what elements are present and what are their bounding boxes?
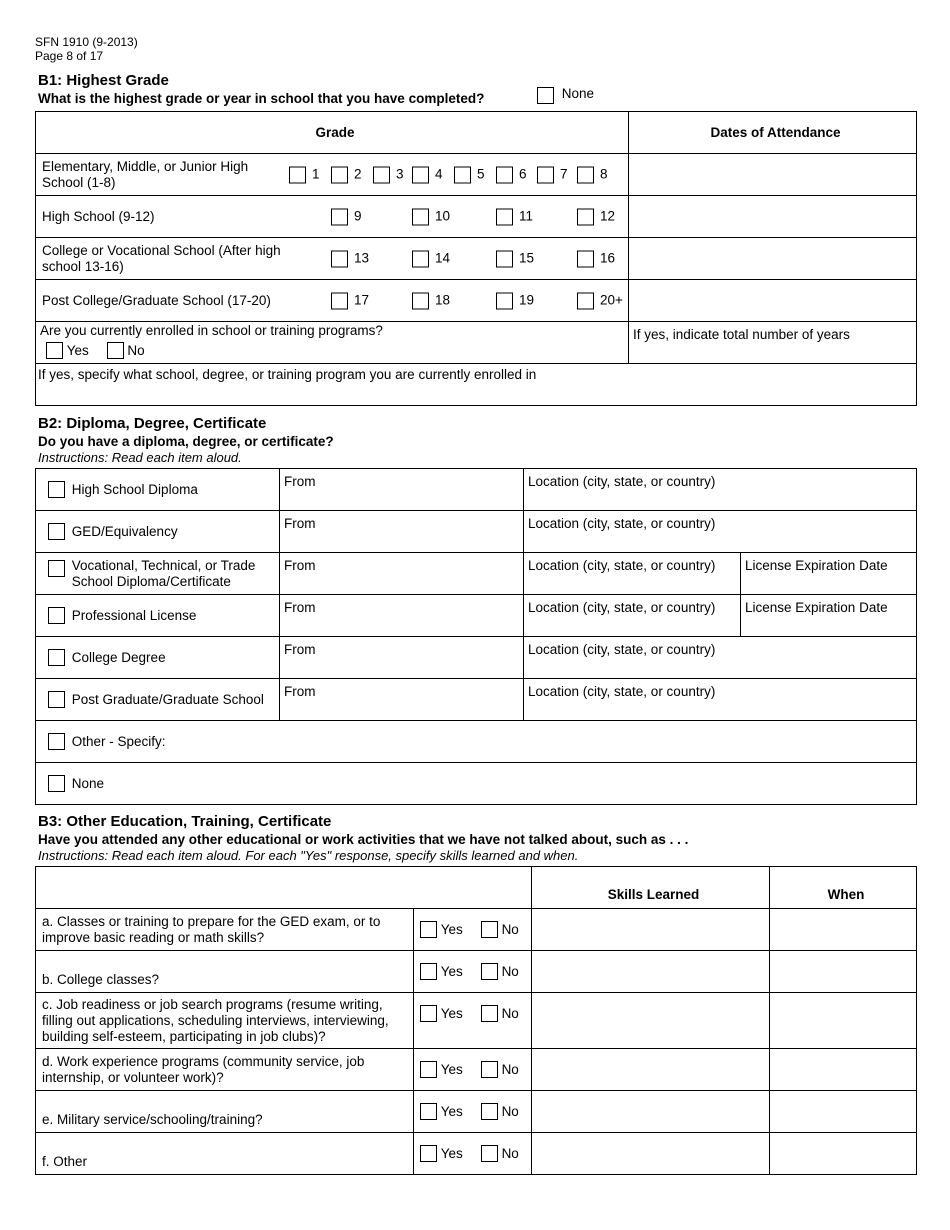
license-expiration-field[interactable]: License Expiration Date [741, 595, 917, 637]
currently-enrolled-specify-field[interactable] [36, 364, 917, 406]
b3-row [36, 1049, 917, 1091]
location-field[interactable]: Location (city, state, or country) [524, 511, 917, 553]
skills-learned-field[interactable] [532, 1091, 770, 1133]
b2-row [36, 679, 917, 721]
b2-row [36, 637, 917, 679]
b3-row [36, 993, 917, 1049]
no-option[interactable]: No [481, 1145, 519, 1160]
when-field[interactable] [770, 951, 917, 993]
skills-learned-field[interactable] [532, 993, 770, 1049]
grade-option-19[interactable]: 19 [496, 292, 534, 309]
b3-item-label: d. Work experience programs (community service, job internship, or volunteer work)? [36, 1049, 414, 1091]
grade-option-11[interactable]: 11 [496, 208, 533, 225]
b3-item-label: b. College classes? [36, 951, 414, 993]
grade-option-7[interactable]: 7 [537, 166, 568, 183]
page-number: Page 8 of 17 [35, 49, 104, 63]
grade-option-16[interactable]: 16 [577, 250, 615, 267]
no-option[interactable]: No [481, 1061, 519, 1076]
b2-question: Do you have a diploma, degree, or certificate? [38, 434, 334, 449]
enrolled-no-checkbox[interactable] [107, 342, 124, 359]
grade-option-12[interactable]: 12 [577, 208, 615, 225]
grade-option-13[interactable]: 13 [331, 250, 369, 267]
grade-option-20-plus[interactable]: 20+ [577, 292, 623, 309]
when-field[interactable] [770, 909, 917, 951]
b3-question: Have you attended any other educational or work activities that we have not talked about, such as . . . [38, 832, 689, 847]
enrolled-question: Are you currently enrolled in school or training programs? [40, 323, 383, 338]
b2-none-option[interactable]: None [36, 763, 917, 805]
no-option[interactable]: No [481, 921, 519, 936]
dates-of-attendance-field[interactable] [629, 196, 917, 238]
b2-item[interactable]: College Degree [36, 637, 280, 679]
b2-row [36, 595, 917, 637]
dates-of-attendance-field[interactable] [629, 154, 917, 196]
yes-option[interactable]: Yes [420, 1005, 463, 1020]
from-field[interactable]: From [280, 469, 524, 511]
grade-option-5[interactable]: 5 [454, 166, 485, 183]
license-expiration-field[interactable]: License Expiration Date [741, 553, 917, 595]
location-field[interactable]: Location (city, state, or country) [524, 679, 917, 721]
b2-item[interactable]: GED/Equivalency [36, 511, 280, 553]
b1-row-label: High School (9-12) [42, 208, 155, 224]
skills-learned-field[interactable] [532, 1133, 770, 1175]
b1-none-checkbox[interactable] [537, 87, 554, 104]
total-years-field[interactable] [629, 322, 917, 364]
b1-none-label: None [561, 86, 595, 101]
b2-row [36, 553, 917, 595]
grade-option-1[interactable]: 1 [289, 166, 320, 183]
grade-option-4[interactable]: 4 [412, 166, 443, 183]
skills-learned-field[interactable] [532, 909, 770, 951]
when-field[interactable] [770, 1049, 917, 1091]
b1-grade-row [36, 238, 917, 280]
b2-title: B2: Diploma, Degree, Certificate [38, 415, 267, 432]
total-years-label: If yes, indicate total number of years [633, 327, 850, 342]
b2-instructions: Instructions: Read each item aloud. [38, 450, 242, 465]
yes-option[interactable]: Yes [420, 1145, 463, 1160]
b2-item[interactable]: Professional License [36, 595, 280, 637]
location-field[interactable]: Location (city, state, or country) [524, 637, 917, 679]
b3-item-label: c. Job readiness or job search programs (resume writing, filling out applications, scheduling interviews, interviewing, building self-esteem, participating in job clubs)? [36, 993, 414, 1049]
b1-none-option[interactable] [537, 87, 594, 104]
from-field[interactable]: From [280, 679, 524, 721]
no-option[interactable]: No [481, 963, 519, 978]
yes-option[interactable]: Yes [420, 1061, 463, 1076]
yes-option[interactable]: Yes [420, 963, 463, 978]
enrolled-yes-option[interactable]: Yes [46, 342, 89, 357]
grade-option-3[interactable]: 3 [373, 166, 404, 183]
yes-option[interactable]: Yes [420, 1103, 463, 1118]
b2-table [35, 468, 917, 805]
no-option[interactable]: No [481, 1005, 519, 1020]
b1-title: B1: Highest Grade [38, 72, 169, 89]
b1-col-dates: Dates of Attendance [629, 112, 917, 154]
b3-item-label: e. Military service/schooling/training? [36, 1091, 414, 1133]
no-option[interactable]: No [481, 1103, 519, 1118]
form-id: SFN 1910 (9-2013) [35, 35, 138, 49]
location-field[interactable]: Location (city, state, or country) [524, 469, 917, 511]
specify-label: If yes, specify what school, degree, or training program you are currently enrolled in [38, 367, 537, 382]
grade-option-9[interactable]: 9 [331, 208, 362, 225]
b2-item[interactable]: Vocational, Technical, or Trade School Diploma/Certificate [36, 553, 280, 595]
grade-option-18[interactable]: 18 [412, 292, 450, 309]
enrolled-no-option[interactable]: No [107, 342, 145, 357]
when-field[interactable] [770, 1133, 917, 1175]
dates-of-attendance-field[interactable] [629, 280, 917, 322]
b3-instructions: Instructions: Read each item aloud. For each "Yes" response, specify skills learned and when. [38, 848, 579, 863]
b3-col-skills: Skills Learned [532, 867, 770, 909]
location-field[interactable]: Location (city, state, or country) [524, 595, 741, 637]
from-field[interactable]: From [280, 637, 524, 679]
b2-row [36, 469, 917, 511]
skills-learned-field[interactable] [532, 1049, 770, 1091]
enrolled-yes-checkbox[interactable] [46, 342, 63, 359]
b1-row-label: Elementary, Middle, or Junior High School (1-8) [42, 158, 249, 190]
b3-item-label: f. Other [36, 1133, 414, 1175]
b2-item[interactable]: High School Diploma [36, 469, 280, 511]
grade-option-14[interactable]: 14 [412, 250, 450, 267]
when-field[interactable] [770, 1091, 917, 1133]
b1-row-label: College or Vocational School (After high school 13-16) [42, 242, 281, 274]
grade-option-10[interactable]: 10 [412, 208, 450, 225]
when-field[interactable] [770, 993, 917, 1049]
b1-grade-row [36, 154, 917, 196]
b3-row [36, 1133, 917, 1175]
from-field[interactable]: From [280, 595, 524, 637]
b3-col-when: When [770, 867, 917, 909]
b3-item-label: a. Classes or training to prepare for the GED exam, or to improve basic reading or math skills? [36, 909, 414, 951]
b2-row [36, 511, 917, 553]
b1-row-label: Post College/Graduate School (17-20) [42, 292, 271, 308]
b3-row [36, 909, 917, 951]
from-field[interactable]: From [280, 511, 524, 553]
b1-grade-row [36, 196, 917, 238]
b1-grade-row [36, 280, 917, 322]
b3-row [36, 1091, 917, 1133]
grade-option-2[interactable]: 2 [331, 166, 362, 183]
grade-option-15[interactable]: 15 [496, 250, 534, 267]
grade-option-6[interactable]: 6 [496, 166, 527, 183]
b3-title: B3: Other Education, Training, Certificate [38, 813, 332, 830]
b3-table [35, 866, 917, 1175]
b1-question: What is the highest grade or year in school that you have completed? [38, 91, 485, 106]
b1-col-grade: Grade [36, 112, 629, 154]
grade-option-8[interactable]: 8 [577, 166, 608, 183]
b3-row [36, 951, 917, 993]
yes-option[interactable]: Yes [420, 921, 463, 936]
grade-option-17[interactable]: 17 [331, 292, 369, 309]
b2-other-specify[interactable]: Other - Specify: [36, 721, 917, 763]
location-field[interactable]: Location (city, state, or country) [524, 553, 741, 595]
b2-item[interactable]: Post Graduate/Graduate School [36, 679, 280, 721]
b1-table [35, 111, 917, 406]
skills-learned-field[interactable] [532, 951, 770, 993]
dates-of-attendance-field[interactable] [629, 238, 917, 280]
from-field[interactable]: From [280, 553, 524, 595]
